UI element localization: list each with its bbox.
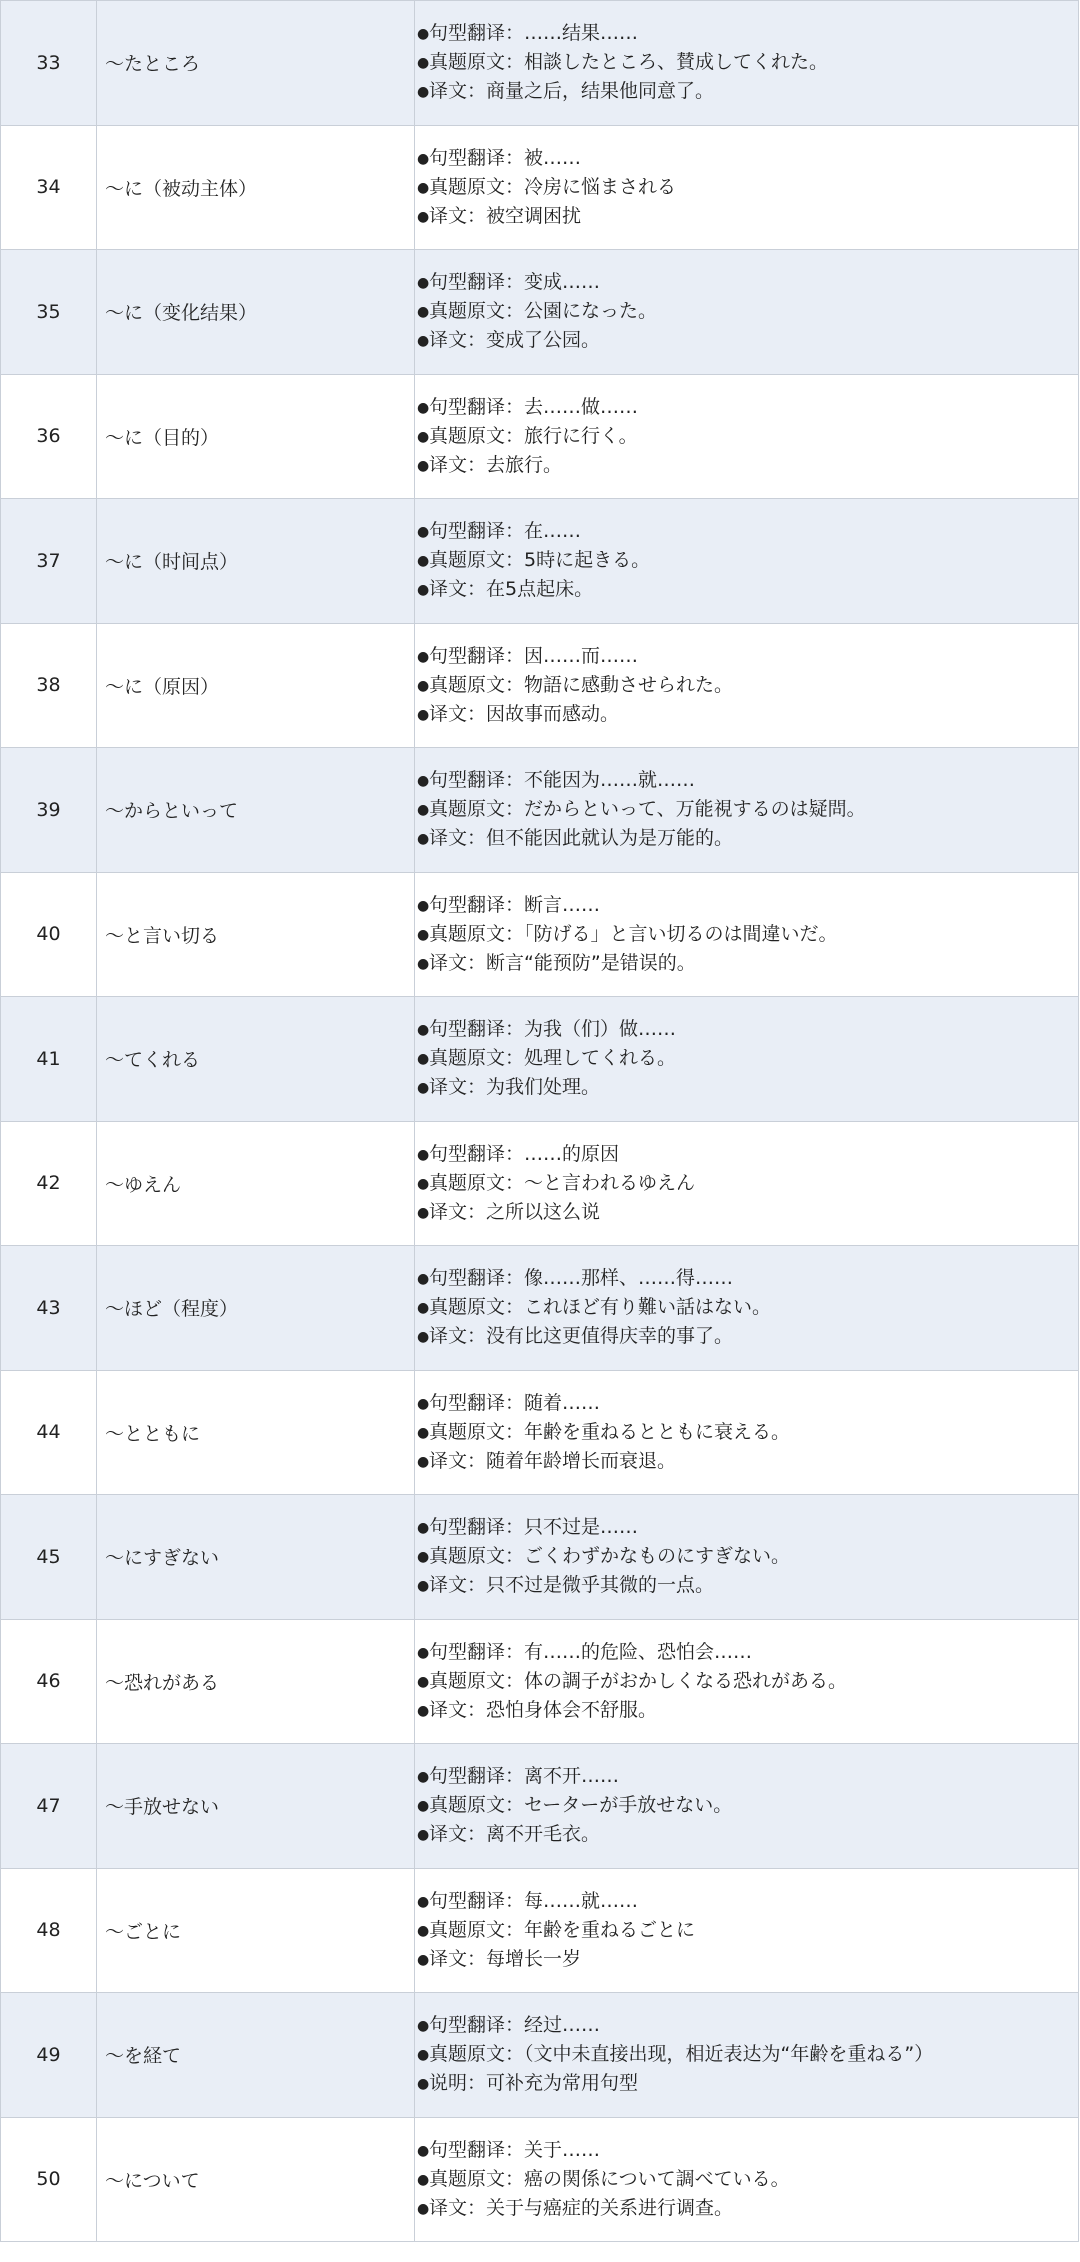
detail-line: [417, 1322, 1078, 1351]
row-details: [415, 997, 1079, 1122]
grammar-pattern: ～ほど（程度）: [97, 1246, 415, 1371]
bullet-icon: ●: [417, 1051, 430, 1068]
bullet-icon: ●: [417, 150, 430, 167]
bullet-icon: ●: [417, 2171, 430, 2188]
detail-line: [417, 1389, 1078, 1418]
detail-label: 译文：: [429, 329, 487, 352]
detail-label: 真题原文：: [429, 798, 525, 821]
row-number: 42: [1, 1121, 97, 1246]
detail-line: [417, 451, 1078, 480]
bullet-icon: ●: [417, 553, 430, 570]
detail-label: 真题原文：: [429, 2043, 525, 2066]
detail-text: 但不能因此就认为是万能的。: [486, 827, 734, 850]
bullet-icon: ●: [417, 582, 430, 599]
table-row: [1, 748, 1079, 873]
detail-line: [417, 2011, 1078, 2040]
row-details: [415, 250, 1079, 375]
detail-line: [417, 1667, 1078, 1696]
table-row: [1, 1370, 1079, 1495]
bullet-icon: ●: [417, 304, 430, 321]
row-number: 48: [1, 1868, 97, 1993]
detail-line: [417, 1791, 1078, 1820]
row-number: 35: [1, 250, 97, 375]
grammar-pattern: ～について: [97, 2117, 415, 2242]
detail-label: 真题原文：: [429, 175, 525, 198]
detail-label: 句型翻译：: [429, 1018, 525, 1041]
detail-label: 句型翻译：: [429, 1889, 525, 1912]
detail-text: セーターが手放せない。: [524, 1794, 733, 1817]
detail-label: 译文：: [429, 204, 487, 227]
row-details: [415, 748, 1079, 873]
detail-label: 译文：: [429, 1698, 487, 1721]
detail-line: [417, 1418, 1078, 1447]
row-number: 50: [1, 2117, 97, 2242]
row-details: [415, 2117, 1079, 2242]
bullet-icon: ●: [417, 275, 430, 292]
row-number: 44: [1, 1370, 97, 1495]
grammar-pattern: ～ゆえん: [97, 1121, 415, 1246]
detail-text: 有……的危险、恐怕会……: [524, 1640, 753, 1663]
detail-label: 译文：: [429, 578, 487, 601]
detail-text: 去……做……: [524, 395, 639, 418]
bullet-icon: ●: [417, 179, 430, 196]
detail-text: 年齢を重ねるごとに: [524, 1918, 696, 1941]
detail-text: 年齢を重ねるとともに衰える。: [524, 1420, 791, 1443]
detail-line: [417, 642, 1078, 671]
bullet-icon: ●: [417, 1702, 430, 1719]
bullet-icon: ●: [417, 1329, 430, 1346]
row-number: 37: [1, 499, 97, 624]
bullet-icon: ●: [417, 2047, 430, 2064]
detail-line: [417, 2136, 1078, 2165]
detail-line: [417, 1198, 1078, 1227]
bullet-icon: ●: [417, 1175, 430, 1192]
bullet-icon: ●: [417, 399, 430, 416]
detail-text: 因……而……: [524, 644, 639, 667]
row-number: 47: [1, 1744, 97, 1869]
detail-line: [417, 1513, 1078, 1542]
detail-text: 処理してくれる。: [524, 1047, 677, 1070]
row-number: 34: [1, 125, 97, 250]
detail-text: 断言“能预防”是错误的。: [486, 951, 696, 974]
detail-label: 译文：: [429, 1574, 487, 1597]
detail-label: 句型翻译：: [429, 893, 525, 916]
bullet-icon: ●: [417, 897, 430, 914]
detail-line: [417, 1762, 1078, 1791]
table-row: [1, 374, 1079, 499]
row-details: [415, 1993, 1079, 2118]
detail-text: ……结果……: [524, 22, 639, 45]
detail-label: 译文：: [429, 1200, 487, 1223]
detail-text: だからといって、万能視するのは疑問。: [524, 798, 866, 821]
detail-line: [417, 173, 1078, 202]
grammar-pattern: ～手放せない: [97, 1744, 415, 1869]
row-number: 43: [1, 1246, 97, 1371]
grammar-pattern: ～に（变化结果）: [97, 250, 415, 375]
row-details: [415, 1495, 1079, 1620]
bullet-icon: ●: [417, 1395, 430, 1412]
detail-line: [417, 671, 1078, 700]
bullet-icon: ●: [417, 1424, 430, 1441]
table-row: [1, 1, 1079, 126]
table-row: [1, 1246, 1079, 1371]
detail-text: （文中未直接出现，相近表达为“年齢を重ねる”）: [524, 2043, 934, 2066]
detail-line: [417, 575, 1078, 604]
detail-line: [417, 2194, 1078, 2223]
detail-line: [417, 700, 1078, 729]
detail-line: [417, 144, 1078, 173]
bullet-icon: ●: [417, 1893, 430, 1910]
detail-label: 句型翻译：: [429, 644, 525, 667]
table-body: [1, 1, 1079, 2242]
detail-text: 公園になった。: [524, 300, 658, 323]
bullet-icon: ●: [417, 1644, 430, 1661]
detail-line: [417, 1945, 1078, 1974]
detail-text: 可补充为常用句型: [486, 2072, 639, 2095]
detail-line: [417, 517, 1078, 546]
bullet-icon: ●: [417, 1453, 430, 1470]
detail-line: [417, 422, 1078, 451]
bullet-icon: ●: [417, 1673, 430, 1690]
bullet-icon: ●: [417, 773, 430, 790]
grammar-pattern: ～たところ: [97, 1, 415, 126]
detail-label: 句型翻译：: [429, 1391, 525, 1414]
row-details: [415, 623, 1079, 748]
detail-label: 真题原文：: [429, 1794, 525, 1817]
grammar-pattern: ～に（时间点）: [97, 499, 415, 624]
table-row: [1, 1868, 1079, 1993]
grammar-pattern: ～を経て: [97, 1993, 415, 2118]
detail-label: 译文：: [429, 1325, 487, 1348]
bullet-icon: ●: [417, 457, 430, 474]
detail-line: [417, 2040, 1078, 2069]
detail-label: 译文：: [429, 2196, 487, 2219]
row-number: 41: [1, 997, 97, 1122]
detail-line: [417, 1638, 1078, 1667]
detail-line: [417, 2165, 1078, 2194]
table-row: [1, 250, 1079, 375]
grammar-pattern: ～とともに: [97, 1370, 415, 1495]
detail-line: [417, 393, 1078, 422]
bullet-icon: ●: [417, 2142, 430, 2159]
detail-line: [417, 1044, 1078, 1073]
detail-text: 被……: [524, 146, 582, 169]
detail-label: 句型翻译：: [429, 2014, 525, 2037]
detail-label: 真题原文：: [429, 300, 525, 323]
row-number: 40: [1, 872, 97, 997]
detail-text: ……的原因: [524, 1142, 620, 1165]
detail-label: 译文：: [429, 827, 487, 850]
bullet-icon: ●: [417, 1146, 430, 1163]
row-details: [415, 1246, 1079, 1371]
detail-text: 在5点起床。: [486, 578, 594, 601]
row-details: [415, 1121, 1079, 1246]
detail-line: [417, 546, 1078, 575]
bullet-icon: ●: [417, 2076, 430, 2093]
table-row: [1, 872, 1079, 997]
detail-text: 因故事而感动。: [486, 702, 620, 725]
detail-line: [417, 1293, 1078, 1322]
detail-line: [417, 949, 1078, 978]
detail-label: 真题原文：: [429, 1420, 525, 1443]
detail-text: 随着……: [524, 1391, 601, 1414]
row-number: 46: [1, 1619, 97, 1744]
detail-line: [417, 1140, 1078, 1169]
detail-line: [417, 19, 1078, 48]
detail-label: 译文：: [429, 453, 487, 476]
detail-line: [417, 202, 1078, 231]
detail-line: [417, 1916, 1078, 1945]
table-row: [1, 623, 1079, 748]
detail-text: ごくわずかなものにすぎない。: [524, 1545, 791, 1568]
bullet-icon: ●: [417, 926, 430, 943]
detail-line: [417, 1447, 1078, 1476]
detail-text: 经过……: [524, 2014, 601, 2037]
grammar-pattern: ～と言い切る: [97, 872, 415, 997]
detail-text: 没有比这更值得庆幸的事了。: [486, 1325, 734, 1348]
row-details: [415, 499, 1079, 624]
detail-line: [417, 77, 1078, 106]
table-row: [1, 1744, 1079, 1869]
detail-label: 译文：: [429, 1449, 487, 1472]
detail-line: [417, 1571, 1078, 1600]
bullet-icon: ●: [417, 1769, 430, 1786]
row-details: [415, 125, 1079, 250]
table-row: [1, 1495, 1079, 1620]
table-row: [1, 1121, 1079, 1246]
row-number: 38: [1, 623, 97, 748]
bullet-icon: ●: [417, 1204, 430, 1221]
detail-line: [417, 268, 1078, 297]
detail-text: 旅行に行く。: [524, 424, 638, 447]
detail-label: 译文：: [429, 1076, 487, 1099]
bullet-icon: ●: [417, 1271, 430, 1288]
detail-text: 为我（们）做……: [524, 1018, 677, 1041]
detail-text: 癌の関係について調べている。: [524, 2167, 790, 2190]
detail-line: [417, 1696, 1078, 1725]
detail-label: 句型翻译：: [429, 520, 525, 543]
bullet-icon: ●: [417, 955, 430, 972]
table-row: [1, 499, 1079, 624]
grammar-pattern: ～に（原因）: [97, 623, 415, 748]
bullet-icon: ●: [417, 1080, 430, 1097]
detail-text: 只不过是微乎其微的一点。: [486, 1574, 715, 1597]
detail-text: 离不开毛衣。: [486, 1823, 601, 1846]
detail-line: [417, 326, 1078, 355]
detail-text: 随着年龄增长而衰退。: [486, 1449, 677, 1472]
bullet-icon: ●: [417, 2018, 430, 2035]
detail-text: ～と言われるゆえん: [524, 1171, 696, 1194]
detail-text: 5時に起きる。: [524, 549, 651, 572]
detail-line: [417, 2069, 1078, 2098]
row-number: 33: [1, 1, 97, 126]
detail-label: 句型翻译：: [429, 22, 525, 45]
detail-text: 关于……: [524, 2138, 601, 2161]
detail-text: 为我们处理。: [486, 1076, 601, 1099]
detail-label: 真题原文：: [429, 1047, 525, 1070]
detail-text: 之所以这么说: [486, 1200, 601, 1223]
bullet-icon: ●: [417, 706, 430, 723]
bullet-icon: ●: [417, 84, 430, 101]
detail-text: 物語に感動させられた。: [524, 673, 734, 696]
row-number: 39: [1, 748, 97, 873]
detail-label: 真题原文：: [429, 673, 525, 696]
detail-label: 句型翻译：: [429, 1765, 525, 1788]
detail-label: 译文：: [429, 80, 487, 103]
grammar-pattern: ～恐れがある: [97, 1619, 415, 1744]
row-details: [415, 1868, 1079, 1993]
detail-line: [417, 795, 1078, 824]
bullet-icon: ●: [417, 333, 430, 350]
grammar-pattern: ～に（目的）: [97, 374, 415, 499]
detail-label: 真题原文：: [429, 922, 525, 945]
row-details: [415, 1, 1079, 126]
grammar-pattern: ～にすぎない: [97, 1495, 415, 1620]
row-details: [415, 1744, 1079, 1869]
detail-label: 句型翻译：: [429, 769, 525, 792]
detail-label: 真题原文：: [429, 1918, 525, 1941]
detail-label: 真题原文：: [429, 51, 525, 74]
bullet-icon: ●: [417, 208, 430, 225]
detail-label: 句型翻译：: [429, 1267, 525, 1290]
bullet-icon: ●: [417, 648, 430, 665]
detail-label: 句型翻译：: [429, 395, 525, 418]
grammar-pattern: ～からといって: [97, 748, 415, 873]
detail-text: 被空调困扰: [486, 204, 582, 227]
detail-line: [417, 1887, 1078, 1916]
bullet-icon: ●: [417, 26, 430, 43]
row-details: [415, 374, 1079, 499]
detail-label: 真题原文：: [429, 1296, 525, 1319]
detail-text: 相談したところ、賛成してくれた。: [524, 51, 829, 74]
detail-label: 真题原文：: [429, 1545, 525, 1568]
detail-label: 句型翻译：: [429, 1142, 525, 1165]
grammar-pattern: ～ごとに: [97, 1868, 415, 1993]
detail-line: [417, 48, 1078, 77]
detail-label: 真题原文：: [429, 424, 525, 447]
bullet-icon: ●: [417, 1520, 430, 1537]
bullet-icon: ●: [417, 2200, 430, 2217]
detail-label: 句型翻译：: [429, 1640, 525, 1663]
table-row: [1, 125, 1079, 250]
detail-text: 每……就……: [524, 1889, 639, 1912]
detail-text: 冷房に悩まされる: [524, 175, 677, 198]
detail-text: 像……那样、……得……: [524, 1267, 734, 1290]
detail-label: 句型翻译：: [429, 271, 525, 294]
bullet-icon: ●: [417, 1300, 430, 1317]
detail-text: 断言……: [524, 893, 601, 916]
detail-label: 说明：: [429, 2072, 487, 2095]
detail-label: 译文：: [429, 702, 487, 725]
detail-label: 真题原文：: [429, 1171, 525, 1194]
detail-text: 恐怕身体会不舒服。: [486, 1698, 658, 1721]
detail-text: これほど有り難い話はない。: [524, 1296, 772, 1319]
detail-label: 译文：: [429, 1947, 487, 1970]
row-number: 36: [1, 374, 97, 499]
row-details: [415, 1370, 1079, 1495]
bullet-icon: ●: [417, 55, 430, 72]
detail-text: 每增长一岁: [486, 1947, 582, 1970]
detail-text: 商量之后，结果他同意了。: [486, 80, 715, 103]
bullet-icon: ●: [417, 1798, 430, 1815]
detail-label: 真题原文：: [429, 1669, 525, 1692]
row-details: [415, 872, 1079, 997]
bullet-icon: ●: [417, 802, 430, 819]
grammar-pattern: ～に（被动主体）: [97, 125, 415, 250]
bullet-icon: ●: [417, 831, 430, 848]
table-row: [1, 2117, 1079, 2242]
detail-label: 译文：: [429, 951, 487, 974]
bullet-icon: ●: [417, 1922, 430, 1939]
row-details: [415, 1619, 1079, 1744]
detail-line: [417, 1169, 1078, 1198]
detail-text: 变成……: [524, 271, 601, 294]
detail-text: 「防げる」と言い切るのは間違いだ。: [524, 922, 838, 945]
bullet-icon: ●: [417, 1951, 430, 1968]
grammar-pattern: ～てくれる: [97, 997, 415, 1122]
table-row: [1, 997, 1079, 1122]
detail-line: [417, 297, 1078, 326]
bullet-icon: ●: [417, 677, 430, 694]
bullet-icon: ●: [417, 428, 430, 445]
detail-line: [417, 1015, 1078, 1044]
bullet-icon: ●: [417, 1022, 430, 1039]
table-row: [1, 1619, 1079, 1744]
detail-line: [417, 1073, 1078, 1102]
detail-label: 句型翻译：: [429, 146, 525, 169]
detail-label: 句型翻译：: [429, 1516, 525, 1539]
detail-label: 句型翻译：: [429, 2138, 525, 2161]
table-row: [1, 1993, 1079, 2118]
detail-text: 在……: [524, 520, 582, 543]
detail-line: [417, 1264, 1078, 1293]
detail-line: [417, 920, 1078, 949]
detail-line: [417, 1542, 1078, 1571]
bullet-icon: ●: [417, 1549, 430, 1566]
detail-label: 真题原文：: [429, 2167, 525, 2190]
detail-label: 译文：: [429, 1823, 487, 1846]
detail-text: 离不开……: [524, 1765, 620, 1788]
row-number: 45: [1, 1495, 97, 1620]
detail-text: 关于与癌症的关系进行调查。: [486, 2196, 734, 2219]
bullet-icon: ●: [417, 1827, 430, 1844]
detail-text: 体の調子がおかしくなる恐れがある。: [524, 1669, 848, 1692]
detail-line: [417, 766, 1078, 795]
row-number: 49: [1, 1993, 97, 2118]
detail-line: [417, 824, 1078, 853]
detail-text: 只不过是……: [524, 1516, 639, 1539]
detail-line: [417, 891, 1078, 920]
bullet-icon: ●: [417, 524, 430, 541]
detail-line: [417, 1820, 1078, 1849]
detail-label: 真题原文：: [429, 549, 525, 572]
detail-text: 变成了公园。: [486, 329, 601, 352]
bullet-icon: ●: [417, 1578, 430, 1595]
detail-text: 不能因为……就……: [524, 769, 696, 792]
detail-text: 去旅行。: [486, 453, 563, 476]
